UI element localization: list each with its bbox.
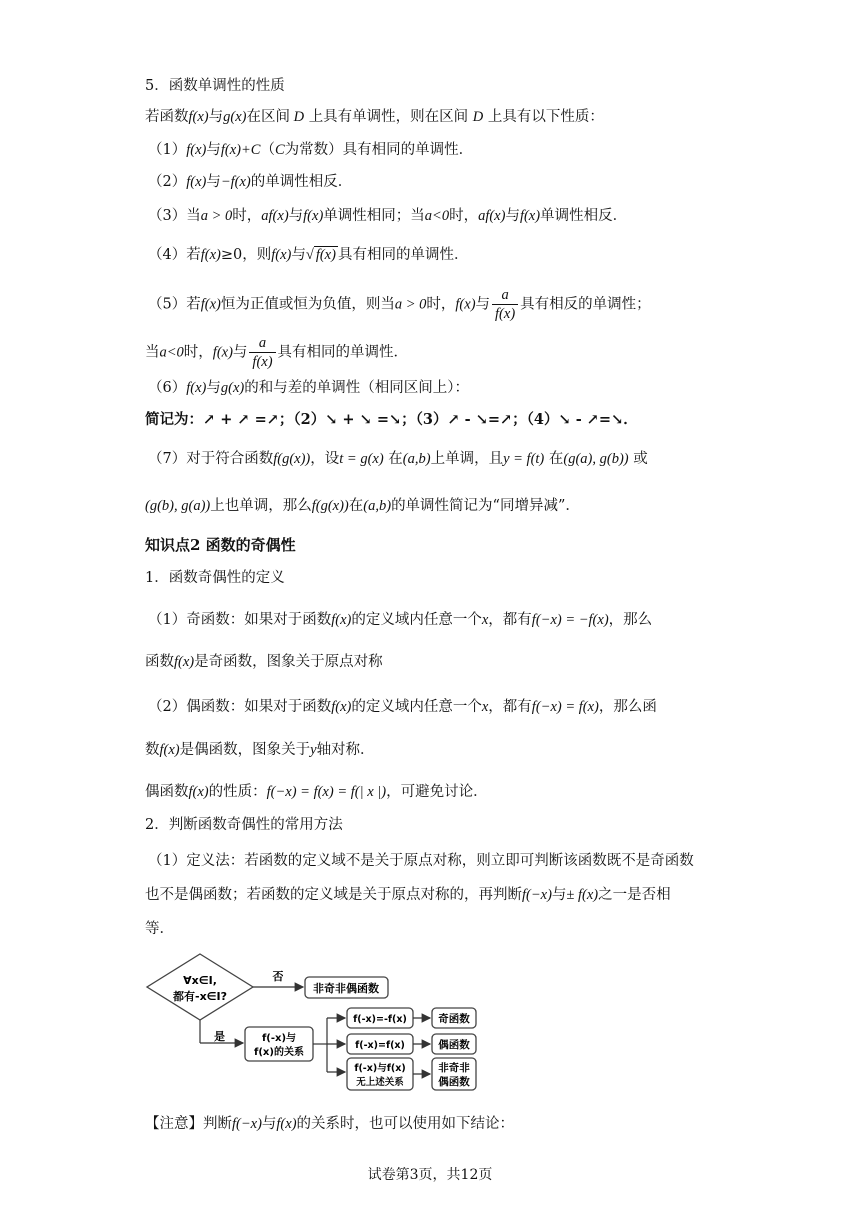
property-5: （5）若f(x)恒为正值或恒为负值，则当a > 0时，f(x)与 $\frac{a}{f(x)}$ 具有相反的单调性； <box>148 287 651 322</box>
relation-text-2: f(x)的关系 <box>254 1047 304 1058</box>
neither-function-text-2: 偶函数 <box>438 1076 470 1088</box>
even-definition: （2）偶函数：如果对于函数f(x)的定义域内任意一个x，都有f(−x) = f(x)，那么函 <box>148 699 657 715</box>
relation-text-1: f(-x)与 <box>261 1033 297 1044</box>
property-7: （7）对于符合函数f(g(x))，设t = g(x) 在(a,b)上单调，且y = f(t) 在(g(a), g(b)) 或 <box>148 451 648 467</box>
yes-label: 是 <box>214 1030 225 1043</box>
kp2-s2: 2．判断函数奇偶性的常用方法 <box>145 817 343 833</box>
even-definition-cont: 数f(x)是偶函数，图象关于y轴对称． <box>145 742 375 758</box>
kp2-title: 知识点2 函数的奇偶性 <box>145 536 296 554</box>
odd-function-text: 奇函数 <box>438 1013 470 1025</box>
diamond-text-1: ∀x∈I, <box>183 974 217 987</box>
even-function-text: 偶函数 <box>438 1039 470 1051</box>
section-5-intro: 若函数f(x)与g(x)在区间 D 上具有单调性，则在区间 D 上具有以下性质： <box>145 109 604 125</box>
case-odd-text: f(-x)=-f(x) <box>353 1014 407 1025</box>
property-5-cont: 当a<0时，f(x)与 $\frac{a}{f(x)}$ 具有相同的单调性． <box>145 335 409 370</box>
odd-definition: （1）奇函数：如果对于函数f(x)的定义域内任意一个x，都有f(−x) = −f(x)，那么 <box>148 612 653 628</box>
even-property: 偶函数f(x)的性质：f(−x) = f(x) = f(| x |)，可避免讨论． <box>145 784 488 800</box>
property-6: （6）f(x)与g(x)的和与差的单调性（相同区间上）： <box>148 380 469 396</box>
case-even-text: f(-x)=f(x) <box>355 1040 405 1051</box>
diamond-text-2: 都有-x∈I? <box>173 990 227 1003</box>
definition-method: （1）定义法：若函数的定义域不是关于原点对称，则立即可判断该函数既不是奇函数 <box>148 853 694 869</box>
neither-box-text: 非奇非偶函数 <box>313 982 379 995</box>
case-neither-text-2: 无上述关系 <box>356 1077 404 1088</box>
mnemonic: 简记为：↗ + ↗ =↗；（2）↘ + ↘ =↘；（3）↗ - ↘=↗；（4）↘ - ↗=↘． <box>145 411 638 428</box>
no-label: 否 <box>272 970 284 983</box>
property-4: （4）若f(x)≥0，则f(x)与√ f(x) 具有相同的单调性． <box>148 247 469 263</box>
decision-diamond <box>147 954 253 1020</box>
kp2-s1: 1．函数奇偶性的定义 <box>145 570 285 586</box>
case-neither-text-1: f(-x)与f(x) <box>354 1063 406 1074</box>
neither-function-text-1: 非奇非 <box>438 1062 470 1074</box>
section-5-title: 5．函数单调性的性质 <box>145 78 285 94</box>
definition-method-cont: 也不是偶函数；若函数的定义域是关于原点对称的，再判断f(−x)与± f(x)之一是否相 <box>145 887 671 903</box>
property-7-cont: (g(b), g(a))上也单调，那么f(g(x))在(a,b)的单调性简记为“同增异减”． <box>145 498 580 514</box>
property-2: （2）f(x)与−f(x)的单调性相反． <box>148 174 353 190</box>
property-1: （1）f(x)与f(x)+C（C为常数）具有相同的单调性． <box>148 142 474 158</box>
definition-method-end: 等． <box>145 921 174 937</box>
parity-flowchart <box>140 948 490 1098</box>
note: 【注意】判断f(−x)与f(x)的关系时，也可以使用如下结论： <box>145 1116 515 1132</box>
page-footer: 试卷第3页，共12页 <box>367 1167 493 1183</box>
fraction: $\frac{a}{f(x)}$ <box>492 286 518 323</box>
property-3: （3）当a > 0时，af(x)与f(x)单调性相同；当a<0时，af(x)与f(x)单调性相反． <box>148 208 628 224</box>
odd-definition-cont: 函数f(x)是奇函数，图象关于原点对称 <box>145 654 383 670</box>
fraction: $\frac{a}{f(x)}$ <box>249 334 275 371</box>
sqrt-expression: √ f(x) <box>305 247 336 263</box>
